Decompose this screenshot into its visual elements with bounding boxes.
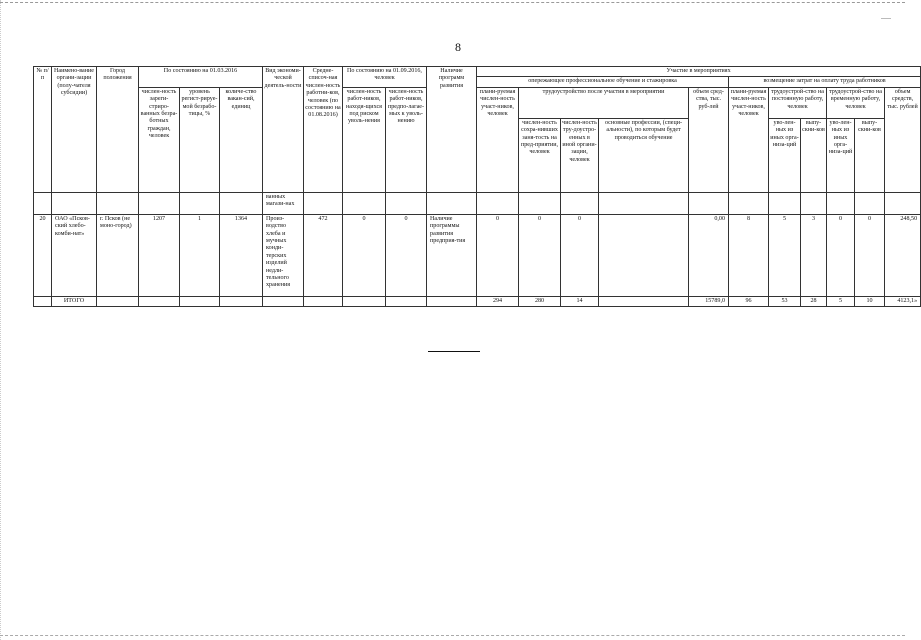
header-r-funds: объем средств, тыс. рублей — [885, 87, 921, 192]
header-city: Город положения — [97, 67, 139, 193]
cell-layoff: 0 — [386, 214, 427, 296]
cell-city: г. Псков (не моно-город) — [97, 214, 139, 296]
header-c-rate: уровень регист-рируе-мой безрабо-тицы, % — [180, 87, 220, 192]
cell-activity: Произ-водство хлеба и мучных конди-терских изделий недли-тельного хранения — [263, 214, 304, 296]
cell-no: 20 — [34, 214, 52, 296]
participation-table — [33, 66, 921, 307]
total-r-p-graduates: 28 — [801, 296, 827, 306]
scan-artifact-top — [0, 2, 905, 3]
header-t-funds: объем сред-ства, тыс. руб-лей — [689, 87, 729, 192]
scan-artifact-bottom — [0, 635, 905, 636]
total-t-funds: 15789,0 — [689, 296, 729, 306]
total-t-other: 14 — [561, 296, 599, 306]
cell-r-p-graduates: 3 — [801, 214, 827, 296]
header-as-of-date: По состоянию на 01.03.2016 — [139, 67, 263, 88]
header-r-p-graduates: выпу-скни-ков — [801, 118, 827, 192]
header-s-layoff: числен-ность работ-ников, предпо-лагае-мых к уволь-нению — [386, 87, 427, 192]
cell-t-other: 0 — [561, 214, 599, 296]
header-c-vacancies: количе-ство вакан-сий, единиц — [220, 87, 263, 192]
total-r-planned: 96 — [729, 296, 769, 306]
header-as-of-sep: По состоянию на 01.09.2016, человек — [343, 67, 427, 88]
header-program: Наличие программ развития — [427, 67, 477, 193]
header-t-kept: числен-ность сохра-нивших заня-тость на пред-приятии, человек — [519, 118, 561, 192]
table-row-total — [34, 296, 921, 306]
page-number: 8 — [455, 40, 461, 54]
header-t-planned: плани-руемая числен-ность участ-ников, человек — [477, 87, 519, 192]
header-avg-headcount: Средне-списоч-ная числен-ность работни-ков, человек (по состоянию на 01.08.2016) — [304, 67, 343, 193]
scan-artifact-mark — [881, 18, 891, 19]
continuation-text: ванных магази-нах — [263, 192, 304, 214]
cell-vacancies: 1364 — [220, 214, 263, 296]
header-t-professions: основные профессии, (специ-альности), по которым будет проводиться обучение — [599, 118, 689, 192]
total-t-kept: 280 — [519, 296, 561, 306]
cell-avg-headcount: 472 — [304, 214, 343, 296]
cell-t-kept: 0 — [519, 214, 561, 296]
header-r-permanent: трудоустрой-ство на постоянную работу, человек — [769, 87, 827, 118]
header-r-t-graduates: выпу-скни-ков — [855, 118, 885, 192]
header-s-idle: числен-ность работ-ников, находя-щихся под риском уволь-нения — [343, 87, 386, 192]
total-r-funds: 4123,1» — [885, 296, 921, 306]
header-c-unemployed: числен-ность зареги-стриро-ванных безра-ботных граждан, человек — [139, 87, 180, 192]
cell-program: Наличие программы развития предприя-тия — [427, 214, 477, 296]
cell-t-funds: 0,00 — [689, 214, 729, 296]
cell-r-planned: 8 — [729, 214, 769, 296]
total-label: ИТОГО — [52, 296, 97, 306]
header-participation: Участие в мероприятиях — [477, 67, 921, 77]
table-wrapper — [33, 66, 918, 307]
header-activity: Вид экономи-ческой деятель-ности — [263, 67, 304, 193]
total-t-planned: 294 — [477, 296, 519, 306]
header-training: опережающее профессиональное обучение и стажировка — [477, 77, 729, 87]
table-row — [34, 214, 921, 296]
header-reimbursement: возмещение затрат на оплату труда работников — [729, 77, 921, 87]
total-r-t-graduates: 10 — [855, 296, 885, 306]
header-name: Наимено-вание органи-зации (полу-чателя субсидии) — [52, 67, 97, 193]
total-r-t-dismissed: 5 — [827, 296, 855, 306]
header-r-t-dismissed: уво-лен-ных из иных орга-низа-ций — [827, 118, 855, 192]
header-no: № п/п — [34, 67, 52, 193]
total-r-p-dismissed: 53 — [769, 296, 801, 306]
table-row — [34, 192, 921, 214]
cell-unemployed: 1207 — [139, 214, 180, 296]
cell-r-t-graduates: 0 — [855, 214, 885, 296]
header-r-temporary: трудоустрой-ство на временную работу, человек — [827, 87, 885, 118]
cell-r-p-dismissed: 5 — [769, 214, 801, 296]
header-t-other: числен-ность тру-доустро-енных в иной органи-зации, человек — [561, 118, 599, 192]
header-t-employment: трудоустройство после участия в мероприятии — [519, 87, 689, 118]
cell-t-planned: 0 — [477, 214, 519, 296]
cell-idle: 0 — [343, 214, 386, 296]
cell-r-funds: 248,50 — [885, 214, 921, 296]
end-separator-line — [428, 351, 480, 352]
scan-edge — [0, 0, 3, 640]
cell-r-t-dismissed: 0 — [827, 214, 855, 296]
cell-t-professions — [599, 214, 689, 296]
cell-name: ОАО «Псков-ский хлебо-комби-нат» — [52, 214, 97, 296]
cell-rate: 1 — [180, 214, 220, 296]
header-r-p-dismissed: уво-лен-ных из иных орга-низа-ций — [769, 118, 801, 192]
header-r-planned: плани-руемая числен-ность участ-ников, человек — [729, 87, 769, 192]
